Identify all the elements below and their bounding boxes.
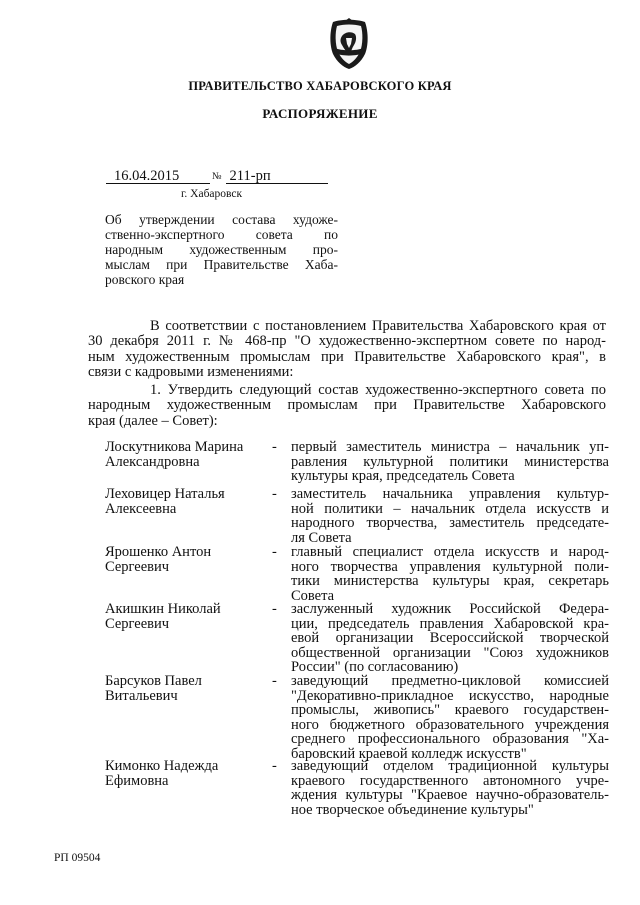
member-role-line: "Декоративно-прикладное искусство, народные [291, 687, 609, 704]
member-name-line: Ефимовна [105, 772, 169, 789]
member-name-line: Алексеевна [105, 500, 177, 517]
member-name-line: Лоскутникова Марина [105, 439, 244, 455]
document-number: 211-рп [226, 169, 328, 184]
government-title: ПРАВИТЕЛЬСТВО ХАБАРОВСКОГО КРАЯ [188, 79, 452, 93]
member-name-line: Кимонко Надежда [105, 758, 219, 774]
member-name-line: Александровна [105, 453, 200, 470]
paragraph-line: 1. Утвердить следующий состав художественно-экспертного совета по [150, 382, 606, 398]
paragraph-line: В соответствии с постановлением Правительства Хабаровского края от [150, 318, 606, 334]
member-role-line: ции, председатель правления Хабаровской кра- [291, 615, 609, 632]
subject-line: ственно-экспертного совета по [105, 227, 338, 242]
member-role-line: ного бюджетного образовательного учреждения [291, 716, 609, 733]
member-role-line: баровский краевой колледж искусств" [291, 745, 527, 762]
member-role-line: ля Совета [291, 529, 352, 546]
member-role-line: культуры края, председатель Совета [291, 468, 515, 484]
document-type-title: РАСПОРЯЖЕНИЕ [262, 106, 378, 121]
member-role-line: заслуженный художник Российской Федера- [291, 601, 609, 617]
member-role-line: главный специалист отдела искусств и народ- [291, 544, 609, 560]
member-role-line: тики министерства культуры края, секретарь [291, 573, 609, 589]
member-dash: - [272, 486, 277, 502]
member-role-line: заведующий предметно-цикловой комиссией [291, 673, 609, 689]
member-name-line: Сергеевич [105, 558, 170, 575]
member-name-line: Акишкин Николай [105, 601, 221, 617]
document-date: 16.04.2015 [106, 169, 210, 184]
member-role-line: Совета [291, 587, 335, 604]
member-role [291, 487, 609, 545]
member-name-line: Леховицер Наталья [105, 486, 225, 502]
member-name-line: Витальевич [105, 687, 178, 704]
member-name-line: Сергеевич [105, 615, 170, 632]
member-role-line: ждения культуры "Краевое научно-образователь- [291, 787, 609, 803]
member-role-line: ной политики – начальник отдела искусств и [291, 500, 609, 517]
member-role [291, 602, 609, 675]
member-role-line: ного творчества управления культурной поли- [291, 558, 609, 575]
member-name [105, 759, 275, 788]
paragraph-line: связи с кадровыми изменениями: [88, 363, 294, 380]
member-name [105, 487, 275, 516]
subject-line: мыслам при Правительстве Хаба- [105, 257, 338, 272]
member-dash: - [272, 544, 277, 560]
member-name [105, 602, 275, 631]
number-sign: № [212, 171, 222, 182]
member-role-line: евой организации Всероссийской творческой [291, 630, 609, 646]
member-role-line: заведующий отделом традиционной культуры [291, 758, 609, 774]
coat-of-arms-emblem [327, 18, 371, 70]
member-dash: - [272, 758, 277, 774]
member-dash: - [272, 673, 277, 689]
member-name [105, 674, 275, 703]
city-label: г. Хабаровск [181, 188, 243, 200]
member-role [291, 759, 609, 817]
member-dash: - [272, 439, 277, 455]
member-role-line: первый заместитель министра – начальник уп- [291, 439, 609, 455]
paragraph-line: края (далее – Совет): [88, 412, 218, 429]
member-name [105, 545, 275, 574]
paragraph-line: ным художественным промыслам при Правительстве Хабаровского края", в [88, 348, 606, 365]
member-role [291, 545, 609, 603]
date-number-line [106, 168, 328, 185]
intro-paragraph [88, 319, 606, 380]
subject-line: ровского края [105, 272, 185, 287]
member-dash: - [272, 601, 277, 617]
member-role [291, 440, 609, 484]
paragraph-line: 30 декабря 2011 г. № 468-пр "О художественно-экспертном совете по народ- [88, 333, 606, 350]
member-name [105, 440, 275, 469]
member-role-line: промыслы, живопись" краевого государствен- [291, 702, 609, 718]
member-role [291, 674, 609, 761]
member-role-line: краевого государственного автономного учре- [291, 772, 609, 789]
paragraph-line: народным художественным промыслам при Правительстве Хабаровского [88, 397, 606, 414]
member-name-line: Ярошенко Антон [105, 544, 212, 560]
subject-line: Об утверждении состава художе- [105, 212, 338, 227]
document-subject [105, 212, 338, 287]
point-1-paragraph [88, 383, 606, 429]
member-role-line: равления культурной политики министерства [291, 453, 609, 470]
member-role-line: ное творческое объединение культуры" [291, 801, 534, 818]
member-role-line: народного творчества, заместитель председате- [291, 515, 609, 531]
member-role-line: среднего профессионального образования "Ха- [291, 731, 609, 747]
member-name-line: Барсуков Павел [105, 673, 202, 689]
member-role-line: России" (по согласованию) [291, 659, 459, 675]
subject-line: народным художественным про- [105, 242, 338, 257]
member-role-line: общественной организации "Союз художников [291, 644, 609, 661]
document-code: РП 09504 [54, 852, 101, 864]
member-role-line: заместитель начальника управления культур- [291, 486, 609, 502]
